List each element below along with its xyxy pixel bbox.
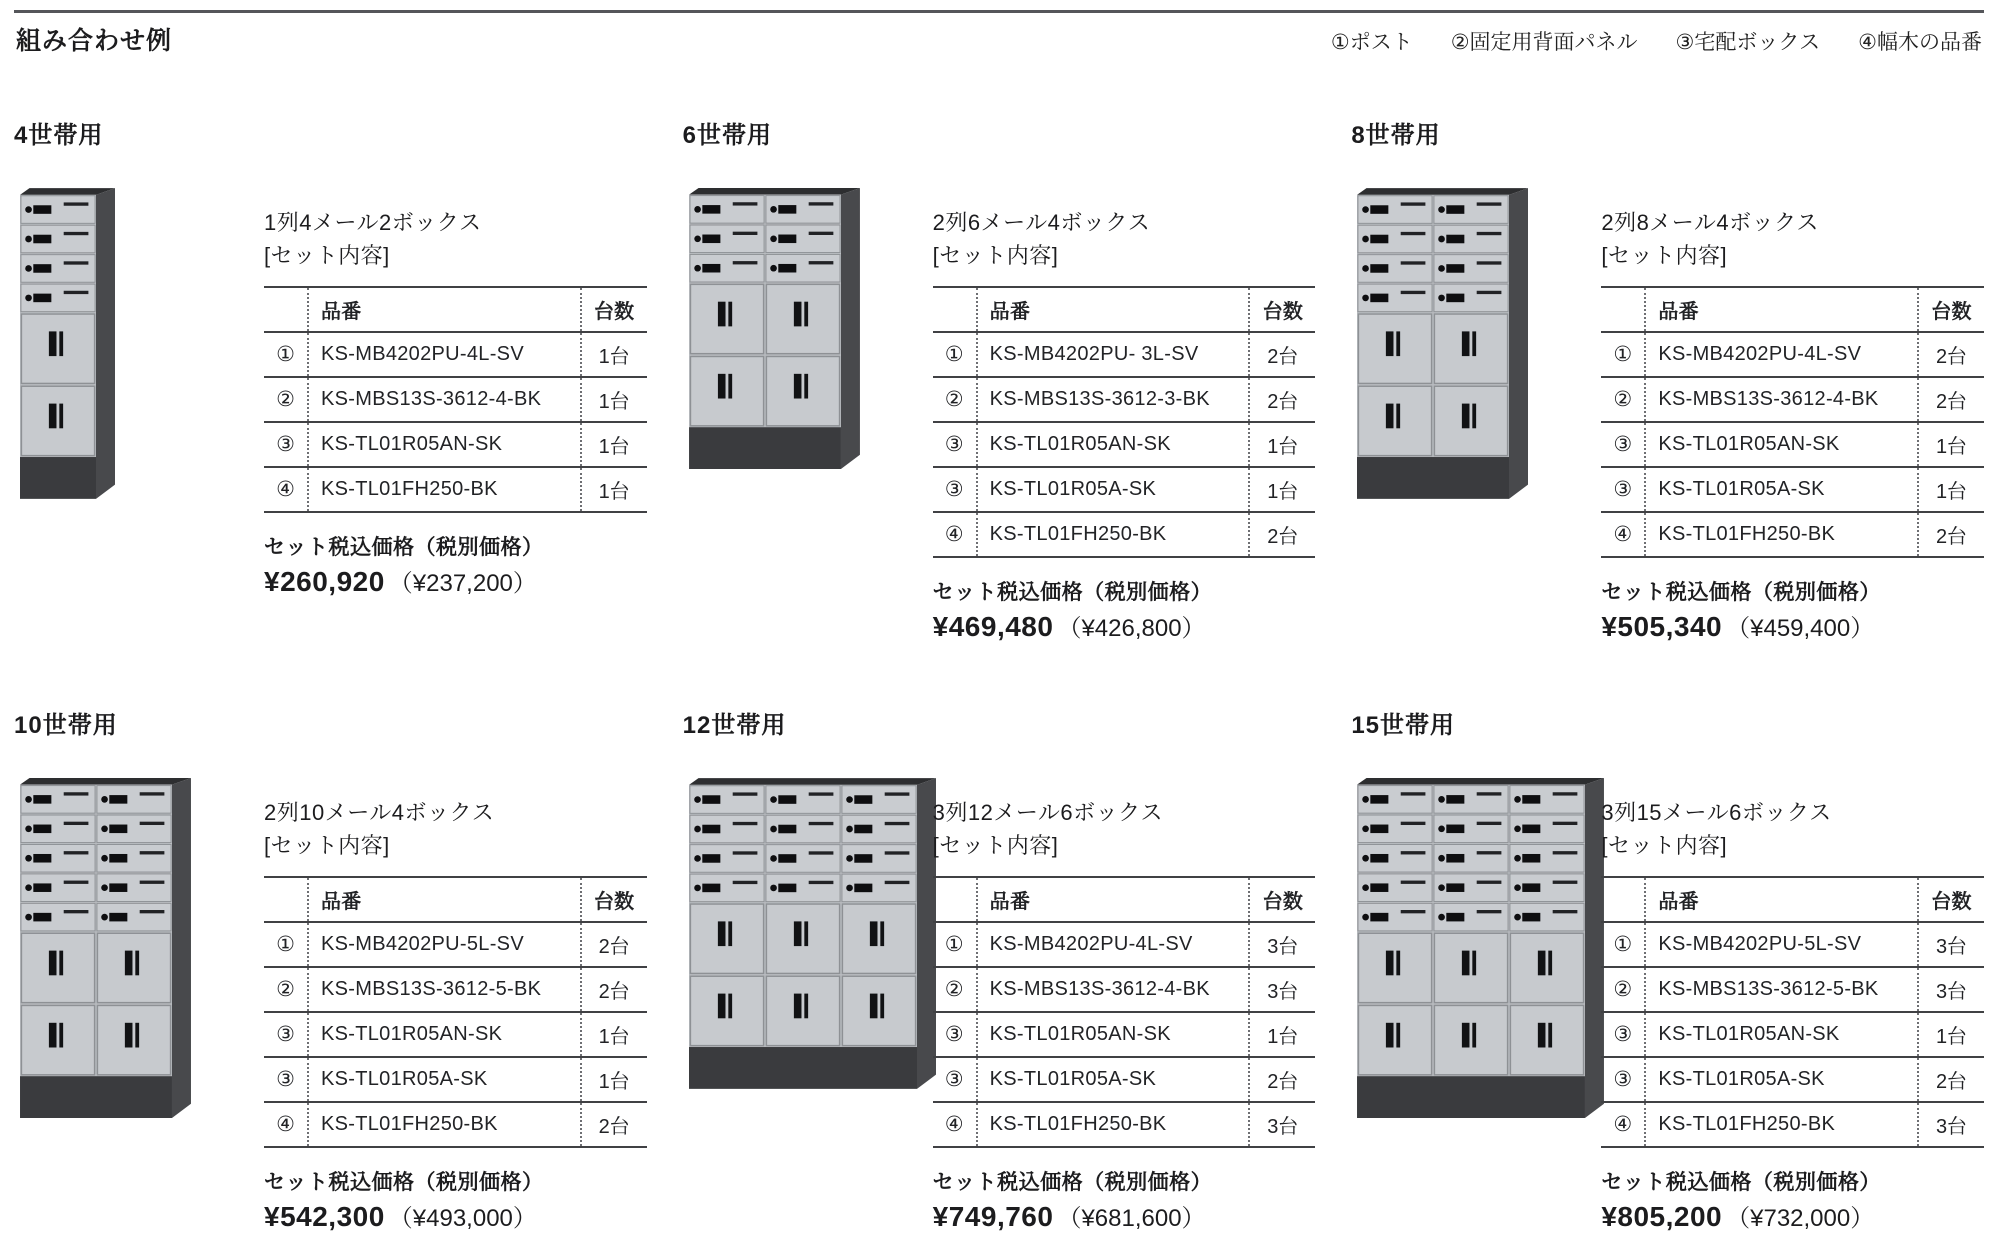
part-code: KS-MB4202PU-4L-SV bbox=[308, 332, 581, 377]
part-quantity: 2台 bbox=[1249, 1057, 1315, 1102]
col-header-part: 品番 bbox=[308, 287, 581, 332]
mailbox-unit-illustration bbox=[14, 182, 246, 598]
price-tax-excluded: （¥493,000） bbox=[388, 1205, 537, 1232]
parts-table-header-row bbox=[1601, 877, 1984, 922]
parts-table-row bbox=[1601, 332, 1984, 377]
part-code: KS-MB4202PU-4L-SV bbox=[977, 922, 1250, 967]
parts-table-row bbox=[933, 922, 1316, 967]
part-code: KS-MB4202PU- 3L-SV bbox=[977, 332, 1250, 377]
part-code: KS-TL01FH250-BK bbox=[977, 1102, 1250, 1147]
mailbox-unit-drawing bbox=[689, 188, 860, 469]
parts-table-row bbox=[1601, 467, 1984, 512]
household-heading: 8世帯用 bbox=[1351, 122, 1441, 149]
part-quantity: 2台 bbox=[1918, 1057, 1984, 1102]
price-label: セット税込価格（税別価格） bbox=[1601, 581, 1881, 604]
price-tax-included: ¥749,760 bbox=[932, 1201, 1054, 1232]
part-code: KS-MBS13S-3612-5-BK bbox=[308, 967, 581, 1012]
part-quantity: 1台 bbox=[1249, 1012, 1315, 1057]
price-tax-included: ¥260,920 bbox=[264, 566, 385, 597]
part-code: KS-TL01FH250-BK bbox=[1645, 1102, 1918, 1147]
part-code: KS-MBS13S-3612-4-BK bbox=[977, 967, 1250, 1012]
combo-info bbox=[264, 772, 647, 1233]
part-code: KS-TL01R05AN-SK bbox=[977, 422, 1250, 467]
parts-table-row bbox=[264, 1057, 647, 1102]
part-code: KS-TL01FH250-BK bbox=[977, 512, 1250, 557]
parts-table-row bbox=[1601, 422, 1984, 467]
part-code: KS-TL01R05A-SK bbox=[308, 1057, 581, 1102]
part-number-index: ③ bbox=[276, 433, 295, 456]
part-quantity: 1台 bbox=[581, 422, 647, 467]
part-code: KS-MB4202PU-4L-SV bbox=[1645, 332, 1918, 377]
page-header bbox=[14, 17, 1984, 57]
part-number-index: ④ bbox=[276, 1113, 295, 1136]
price-tax-included: ¥469,480 bbox=[932, 611, 1054, 642]
combo-section bbox=[1351, 115, 1984, 643]
parts-table-row bbox=[1601, 512, 1984, 557]
price-tax-excluded: （¥732,000） bbox=[1726, 1205, 1875, 1232]
part-number-index: ② bbox=[1613, 978, 1633, 1001]
part-number-index: ③ bbox=[944, 433, 964, 456]
part-number-index: ① bbox=[276, 343, 295, 366]
parts-table-row bbox=[933, 1057, 1316, 1102]
combo-info bbox=[933, 772, 1316, 1233]
part-number-index: ③ bbox=[1613, 1023, 1633, 1046]
part-quantity: 1台 bbox=[1918, 1012, 1984, 1057]
parts-table-header-row bbox=[933, 287, 1316, 332]
price-label: セット税込価格（税別価格） bbox=[264, 536, 544, 559]
part-code: KS-MBS13S-3612-4-BK bbox=[1645, 377, 1918, 422]
part-number-index: ① bbox=[276, 933, 295, 956]
household-heading: 6世帯用 bbox=[682, 122, 773, 149]
household-heading: 15世帯用 bbox=[1351, 712, 1456, 739]
combo-body bbox=[683, 772, 1316, 1233]
part-quantity: 3台 bbox=[1918, 967, 1984, 1012]
part-quantity: 2台 bbox=[1918, 512, 1984, 557]
part-number-index: ③ bbox=[1613, 1068, 1633, 1091]
price-line bbox=[1601, 608, 1984, 643]
legend-item-post: ①ポスト bbox=[1330, 31, 1413, 54]
price-line bbox=[933, 608, 1316, 643]
mailbox-unit-illustration bbox=[683, 772, 915, 1233]
combo-section bbox=[14, 705, 647, 1233]
col-header-number bbox=[933, 877, 977, 922]
part-quantity: 1台 bbox=[1249, 467, 1315, 512]
price-label: セット税込価格（税別価格） bbox=[1601, 1171, 1881, 1194]
set-contents-label: [セット内容] bbox=[264, 243, 390, 268]
part-number-index: ③ bbox=[276, 1068, 295, 1091]
col-header-number bbox=[264, 287, 308, 332]
mailbox-unit-drawing bbox=[1357, 778, 1604, 1118]
parts-table-row bbox=[1601, 1102, 1984, 1147]
part-code: KS-TL01R05AN-SK bbox=[977, 1012, 1250, 1057]
part-quantity: 2台 bbox=[1249, 332, 1315, 377]
set-contents-label: [セット内容] bbox=[1601, 833, 1728, 858]
combination-examples-grid bbox=[14, 115, 1984, 1233]
part-code: KS-MB4202PU-5L-SV bbox=[1645, 922, 1918, 967]
parts-table-header-row bbox=[264, 877, 647, 922]
part-number-index: ③ bbox=[1613, 433, 1633, 456]
mailbox-unit-drawing bbox=[689, 778, 936, 1089]
col-header-number bbox=[1601, 877, 1645, 922]
parts-table-row bbox=[933, 512, 1316, 557]
part-quantity: 1台 bbox=[1918, 467, 1984, 512]
mailbox-unit-drawing bbox=[20, 778, 191, 1118]
parts-table-row bbox=[1601, 922, 1984, 967]
household-heading: 12世帯用 bbox=[682, 712, 787, 739]
parts-table bbox=[1601, 876, 1984, 1148]
col-header-qty: 台数 bbox=[581, 287, 647, 332]
part-quantity: 2台 bbox=[581, 967, 647, 1012]
part-quantity: 1台 bbox=[581, 467, 647, 512]
part-code: KS-MBS13S-3612-4-BK bbox=[308, 377, 581, 422]
part-quantity: 3台 bbox=[1249, 967, 1315, 1012]
combo-body bbox=[14, 182, 647, 598]
combo-section bbox=[683, 115, 1316, 643]
part-quantity: 1台 bbox=[1918, 422, 1984, 467]
parts-table-header-row bbox=[264, 287, 647, 332]
parts-table-row bbox=[264, 467, 647, 512]
price-tax-excluded: （¥237,200） bbox=[388, 570, 537, 597]
part-quantity: 2台 bbox=[581, 1102, 647, 1147]
part-number-index: ③ bbox=[944, 478, 964, 501]
part-code: KS-TL01FH250-BK bbox=[1645, 512, 1918, 557]
set-contents-label: [セット内容] bbox=[932, 833, 1059, 858]
part-code: KS-MBS13S-3612-5-BK bbox=[1645, 967, 1918, 1012]
combo-body bbox=[1351, 772, 1984, 1233]
part-code: KS-TL01FH250-BK bbox=[308, 1102, 581, 1147]
part-code: KS-TL01R05AN-SK bbox=[308, 1012, 581, 1057]
part-number-index: ③ bbox=[1613, 478, 1633, 501]
mailbox-unit-illustration bbox=[1351, 772, 1583, 1233]
parts-table-row bbox=[264, 422, 647, 467]
config-title: 2列6メール4ボックス bbox=[932, 210, 1151, 235]
parts-table bbox=[264, 876, 647, 1148]
parts-table-row bbox=[933, 1102, 1316, 1147]
price-line bbox=[264, 563, 647, 598]
price-tax-excluded: （¥426,800） bbox=[1057, 615, 1206, 642]
part-code: KS-TL01R05AN-SK bbox=[1645, 1012, 1918, 1057]
part-number-index: ③ bbox=[944, 1023, 964, 1046]
price-tax-excluded: （¥681,600） bbox=[1057, 1205, 1206, 1232]
price-line bbox=[264, 1198, 647, 1233]
part-code: KS-MB4202PU-5L-SV bbox=[308, 922, 581, 967]
col-header-number bbox=[1601, 287, 1645, 332]
part-quantity: 2台 bbox=[1249, 512, 1315, 557]
set-contents-label: [セット内容] bbox=[264, 833, 390, 858]
col-header-number bbox=[264, 877, 308, 922]
price-line bbox=[1601, 1198, 1984, 1233]
mailbox-unit-drawing bbox=[1357, 188, 1528, 499]
part-number-index: ② bbox=[944, 978, 964, 1001]
household-heading: 4世帯用 bbox=[14, 122, 104, 149]
part-number-index: ③ bbox=[944, 1068, 964, 1091]
parts-table bbox=[933, 876, 1316, 1148]
part-code: KS-TL01R05A-SK bbox=[977, 1057, 1250, 1102]
parts-table-header-row bbox=[933, 877, 1316, 922]
part-quantity: 3台 bbox=[1918, 1102, 1984, 1147]
part-quantity: 1台 bbox=[581, 1012, 647, 1057]
parts-table bbox=[933, 286, 1316, 558]
col-header-qty: 台数 bbox=[1918, 877, 1984, 922]
part-code: KS-TL01R05A-SK bbox=[1645, 1057, 1918, 1102]
config-title: 2列8メール4ボックス bbox=[1601, 210, 1819, 235]
col-header-part: 品番 bbox=[1645, 287, 1918, 332]
parts-table-row bbox=[933, 377, 1316, 422]
legend-item-delivery-box: ③宅配ボックス bbox=[1675, 31, 1821, 54]
part-quantity: 1台 bbox=[581, 332, 647, 377]
part-number-index: ② bbox=[1613, 388, 1633, 411]
price-tax-included: ¥542,300 bbox=[264, 1201, 385, 1232]
part-number-index: ④ bbox=[1613, 523, 1633, 546]
mailbox-unit-illustration bbox=[1351, 182, 1583, 643]
combo-body bbox=[1351, 182, 1984, 643]
col-header-qty: 台数 bbox=[1249, 877, 1315, 922]
part-number-legend bbox=[1331, 26, 1982, 56]
parts-table-row bbox=[264, 377, 647, 422]
part-quantity: 2台 bbox=[1918, 377, 1984, 422]
config-title: 2列10メール4ボックス bbox=[264, 800, 495, 825]
part-code: KS-TL01R05A-SK bbox=[977, 467, 1250, 512]
set-contents-label: [セット内容] bbox=[932, 243, 1059, 268]
part-number-index: ① bbox=[944, 933, 964, 956]
combo-section bbox=[1351, 705, 1984, 1233]
combo-body bbox=[14, 772, 647, 1233]
col-header-part: 品番 bbox=[308, 877, 581, 922]
parts-table-row bbox=[1601, 1012, 1984, 1057]
parts-table-row bbox=[933, 422, 1316, 467]
config-title: 1列4メール2ボックス bbox=[264, 210, 482, 235]
parts-table-row bbox=[264, 922, 647, 967]
part-code: KS-TL01R05AN-SK bbox=[1645, 422, 1918, 467]
legend-item-back-panel: ②固定用背面パネル bbox=[1450, 31, 1638, 54]
parts-table bbox=[264, 286, 647, 513]
set-contents-label: [セット内容] bbox=[1601, 243, 1728, 268]
part-number-index: ③ bbox=[276, 1023, 295, 1046]
combo-info bbox=[933, 182, 1316, 643]
parts-table-row bbox=[933, 332, 1316, 377]
part-quantity: 1台 bbox=[581, 1057, 647, 1102]
parts-table-row bbox=[933, 467, 1316, 512]
part-number-index: ① bbox=[944, 343, 964, 366]
price-line bbox=[933, 1198, 1316, 1233]
parts-table-row bbox=[1601, 1057, 1984, 1102]
part-code: KS-MBS13S-3612-3-BK bbox=[977, 377, 1250, 422]
parts-table-row bbox=[264, 1012, 647, 1057]
parts-table bbox=[1601, 286, 1984, 558]
part-quantity: 3台 bbox=[1249, 922, 1315, 967]
part-quantity: 3台 bbox=[1918, 922, 1984, 967]
col-header-part: 品番 bbox=[977, 287, 1250, 332]
parts-table-row bbox=[264, 332, 647, 377]
part-quantity: 3台 bbox=[1249, 1102, 1315, 1147]
part-number-index: ② bbox=[276, 978, 295, 1001]
part-quantity: 1台 bbox=[581, 377, 647, 422]
part-code: KS-TL01FH250-BK bbox=[308, 467, 581, 512]
price-tax-included: ¥505,340 bbox=[1601, 611, 1723, 642]
parts-table-row bbox=[933, 1012, 1316, 1057]
part-number-index: ④ bbox=[1613, 1113, 1633, 1136]
part-number-index: ④ bbox=[944, 523, 964, 546]
mailbox-unit-illustration bbox=[14, 772, 246, 1233]
part-number-index: ② bbox=[944, 388, 964, 411]
legend-item-baseboard: ④幅木の品番 bbox=[1858, 31, 1982, 54]
household-heading: 10世帯用 bbox=[14, 712, 118, 739]
col-header-qty: 台数 bbox=[1918, 287, 1984, 332]
parts-table-row bbox=[1601, 967, 1984, 1012]
combo-section bbox=[683, 705, 1316, 1233]
top-rule bbox=[14, 10, 1984, 13]
combo-info bbox=[1601, 772, 1984, 1233]
parts-table-row bbox=[933, 967, 1316, 1012]
price-label: セット税込価格（税別価格） bbox=[932, 1171, 1213, 1194]
part-number-index: ④ bbox=[276, 478, 295, 501]
part-quantity: 1台 bbox=[1249, 422, 1315, 467]
parts-table-row bbox=[264, 967, 647, 1012]
combo-section bbox=[14, 115, 647, 643]
combo-info bbox=[1601, 182, 1984, 643]
mailbox-unit-drawing bbox=[20, 188, 115, 499]
part-number-index: ② bbox=[276, 388, 295, 411]
col-header-qty: 台数 bbox=[1249, 287, 1315, 332]
part-code: KS-TL01R05A-SK bbox=[1645, 467, 1918, 512]
price-label: セット税込価格（税別価格） bbox=[932, 581, 1213, 604]
part-quantity: 2台 bbox=[1249, 377, 1315, 422]
page-title: 組み合わせ例 bbox=[16, 27, 173, 55]
part-code: KS-TL01R05AN-SK bbox=[308, 422, 581, 467]
config-title: 3列15メール6ボックス bbox=[1601, 800, 1832, 825]
parts-table-row bbox=[1601, 377, 1984, 422]
parts-table-header-row bbox=[1601, 287, 1984, 332]
col-header-part: 品番 bbox=[1645, 877, 1918, 922]
combo-info bbox=[264, 182, 647, 598]
part-number-index: ④ bbox=[944, 1113, 964, 1136]
col-header-part: 品番 bbox=[977, 877, 1250, 922]
config-title: 3列12メール6ボックス bbox=[932, 800, 1163, 825]
part-quantity: 2台 bbox=[581, 922, 647, 967]
price-tax-excluded: （¥459,400） bbox=[1726, 615, 1875, 642]
part-number-index: ① bbox=[1613, 933, 1633, 956]
part-quantity: 2台 bbox=[1918, 332, 1984, 377]
mailbox-unit-illustration bbox=[683, 182, 915, 643]
part-number-index: ① bbox=[1613, 343, 1633, 366]
col-header-number bbox=[933, 287, 977, 332]
price-tax-included: ¥805,200 bbox=[1601, 1201, 1723, 1232]
combo-body bbox=[683, 182, 1316, 643]
price-label: セット税込価格（税別価格） bbox=[264, 1171, 544, 1194]
col-header-qty: 台数 bbox=[581, 877, 647, 922]
parts-table-row bbox=[264, 1102, 647, 1147]
